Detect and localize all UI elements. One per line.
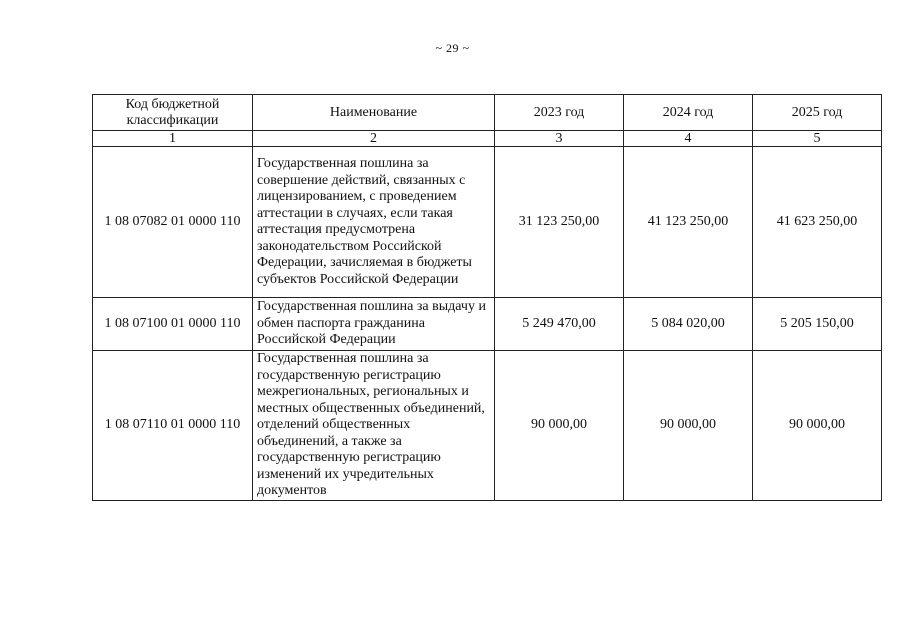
name-cell: Государственная пошлина за государственную регистрацию межрегиональных, региональных и местных общественных объединений, отделений общественных объединений, а также за государственную регистрацию изменений их учредительных документов [253,351,495,501]
column-number: 1 [93,131,253,147]
table-header-row [93,95,882,131]
amount-2023-cell: 31 123 250,00 [495,147,624,298]
column-number-row [93,131,882,147]
header-name: Наименование [253,95,495,131]
name-cell: Государственная пошлина за совершение действий, связанных с лицензированием, с проведением аттестации в случаях, если такая аттестация предусмотрена законодательством Российской Федерации, зачисляемая в бюджеты субъектов Российской Федерации [253,147,495,298]
budget-code-cell: 1 08 07100 01 0000 110 [93,298,253,351]
amount-2024-cell: 41 123 250,00 [624,147,753,298]
budget-revenue-table [92,94,882,501]
page-number: ~ 29 ~ [435,41,470,55]
amount-2024-cell: 5 084 020,00 [624,298,753,351]
amount-2025-cell: 90 000,00 [753,351,882,501]
column-number: 2 [253,131,495,147]
table-row [93,298,882,351]
header-year-2024: 2024 год [624,95,753,131]
header-year-2025: 2025 год [753,95,882,131]
table-row [93,351,882,501]
amount-2025-cell: 41 623 250,00 [753,147,882,298]
budget-code-cell: 1 08 07110 01 0000 110 [93,351,253,501]
name-cell: Государственная пошлина за выдачу и обмен паспорта гражданина Российской Федерации [253,298,495,351]
amount-2024-cell: 90 000,00 [624,351,753,501]
amount-2025-cell: 5 205 150,00 [753,298,882,351]
header-budget-code: Код бюджетной классификации [93,95,253,131]
budget-code-cell: 1 08 07082 01 0000 110 [93,147,253,298]
column-number: 3 [495,131,624,147]
amount-2023-cell: 5 249 470,00 [495,298,624,351]
column-number: 4 [624,131,753,147]
amount-2023-cell: 90 000,00 [495,351,624,501]
column-number: 5 [753,131,882,147]
header-year-2023: 2023 год [495,95,624,131]
table-row [93,147,882,298]
